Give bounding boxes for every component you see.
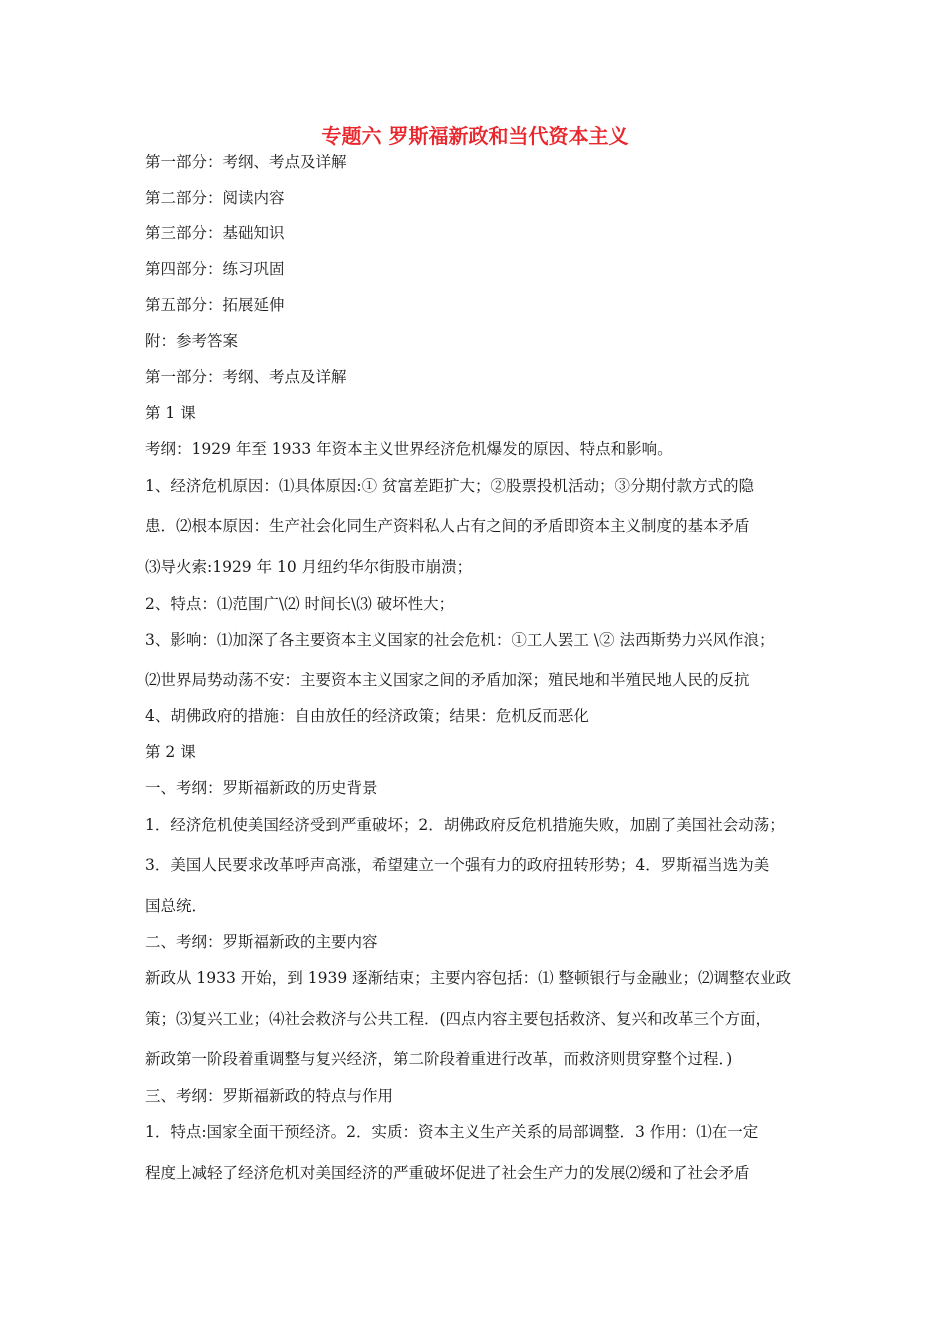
text-line: 第四部分：练习巩固 [145,260,285,278]
lesson-heading: 第 1 课 [145,404,196,422]
text-line: 2、特点：⑴范围广\⑵ 时间长\⑶ 破坏性大； [145,595,455,613]
text-line: 第一部分：考纲、考点及详解 [145,368,347,386]
text-line: ⑶导火索:1929 年 10 月纽约华尔街股市崩溃； [145,558,473,576]
text-line: 第五部分：拓展延伸 [145,296,285,314]
text-line: 第一部分：考纲、考点及详解 [145,153,347,171]
text-line: 第三部分：基础知识 [145,224,285,242]
text-line: 3、影响：⑴加深了各主要资本主义国家的社会危机：①工人罢工 \② 法西斯势力兴风作浪； [145,631,775,649]
text-line: ⑵世界局势动荡不安：主要资本主义国家之间的矛盾加深；殖民地和半殖民地人民的反抗 [145,671,750,689]
section-heading: 二、考纲：罗斯福新政的主要内容 [145,933,378,951]
text-line: 新政第一阶段着重调整与复兴经济，第二阶段着重进行改革，而救济则贯穿整个过程．) [145,1050,733,1068]
text-line: 1．经济危机使美国经济受到严重破坏；2．胡佛政府反危机措施失败，加剧了美国社会动荡； [145,816,785,834]
text-line: 考纲：1929 年至 1933 年资本主义世界经济危机爆发的原因、特点和影响。 [145,440,673,458]
text-line: 1、经济危机原因：⑴具体原因:① 贫富差距扩大；②股票投机活动；③分期付款方式的隐 [145,477,755,495]
text-line: 新政从 1933 开始，到 1939 逐渐结束；主要内容包括：⑴ 整顿银行与金融业；⑵调整农业政 [145,969,792,987]
text-line: 策；⑶复兴工业；⑷社会救济与公共工程．(四点内容主要包括救济、复兴和改革三个方面， [145,1010,772,1028]
document-title: 专题六 罗斯福新政和当代资本主义 [321,124,629,148]
section-heading: 一、考纲：罗斯福新政的历史背景 [145,779,378,797]
text-line: 患．⑵根本原因：生产社会化同生产资料私人占有之间的矛盾即资本主义制度的基本矛盾 [145,517,750,535]
lesson-heading: 第 2 课 [145,743,196,761]
text-line: 4、胡佛政府的措施：自由放任的经济政策；结果：危机反而恶化 [145,707,589,725]
text-line: 3．美国人民要求改革呼声高涨，希望建立一个强有力的政府扭转形势；4．罗斯福当选为美 [145,856,770,874]
text-line: 第二部分：阅读内容 [145,189,285,207]
text-line: 程度上减轻了经济危机对美国经济的严重破坏促进了社会生产力的发展⑵缓和了社会矛盾 [145,1164,750,1182]
text-line: 国总统． [145,897,208,915]
section-heading: 三、考纲：罗斯福新政的特点与作用 [145,1087,394,1105]
text-line: 1．特点:国家全面干预经济。2．实质：资本主义生产关系的局部调整．3 作用：⑴在一定 [145,1123,759,1141]
text-line: 附：参考答案 [145,332,239,350]
